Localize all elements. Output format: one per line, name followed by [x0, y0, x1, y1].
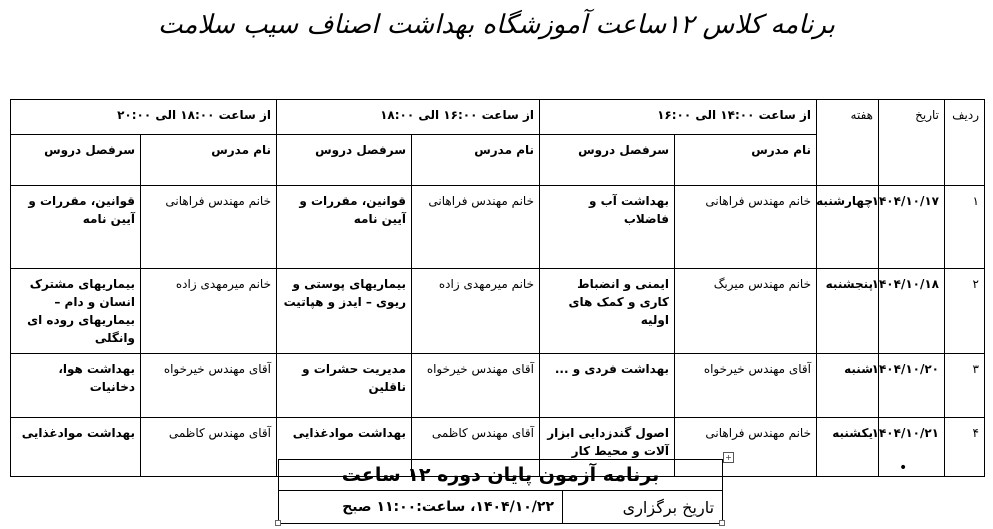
slot-3-teacher: خانم مهندس فراهانی — [141, 186, 277, 269]
row-date: ۱۴۰۴/۱۰/۲۱ — [879, 418, 945, 477]
row-weekday: چهارشنبه — [817, 186, 879, 269]
slot-1-teacher: خانم مهندس فراهانی — [675, 418, 817, 477]
slot-2-topic: بهداشت موادغذایی — [277, 418, 412, 477]
slot-2-topic-header: سرفصل دروس — [277, 135, 412, 186]
slot-2-teacher: آقای مهندس کاظمی — [412, 418, 540, 477]
schedule-table — [10, 99, 985, 477]
slot-2-header: از ساعت ۱۶:۰۰ الی ۱۸:۰۰ — [277, 100, 540, 135]
slot-2-topic: مدیریت حشرات و ناقلین — [277, 354, 412, 418]
row-label-header: ردیف — [945, 100, 985, 186]
resize-handle[interactable] — [275, 520, 281, 526]
slot-3-teacher: خانم میرمهدی زاده — [141, 269, 277, 354]
slot-1-topic: بهداشت آب و فاضلاب — [540, 186, 675, 269]
slot-3-topic — [11, 269, 141, 354]
slot-2-teacher: خانم مهندس فراهانی — [412, 186, 540, 269]
row-number: ۱ — [945, 186, 985, 269]
bullet-point: • — [899, 460, 908, 476]
weekday-header: هفته — [817, 100, 879, 186]
table-row — [11, 186, 985, 269]
slot-1-topic: بهداشت فردی و ... — [540, 354, 675, 418]
slot-2-topic: قوانین، مقررات و آیین نامه — [277, 186, 412, 269]
slot-3-topic-line-1: بیماریهای مشترک انسان و دام – — [29, 277, 135, 309]
row-weekday: شنبه — [817, 354, 879, 418]
slot-3-teacher-header: نام مدرس — [141, 135, 277, 186]
slot-3-teacher: آقای مهندس کاظمی — [141, 418, 277, 477]
date-header: تاریخ — [879, 100, 945, 186]
slot-2-teacher: خانم میرمهدی زاده — [412, 269, 540, 354]
exam-table — [278, 459, 723, 524]
exam-title: برنامه آزمون پایان دوره ۱۲ ساعت — [279, 460, 723, 491]
slot-2-teacher: آقای مهندس خیرخواه — [412, 354, 540, 418]
slot-3-topic: بهداشت هوا، دخانیات — [11, 354, 141, 418]
row-date: ۱۴۰۴/۱۰/۱۸ — [879, 269, 945, 354]
header-row-top — [11, 100, 985, 135]
slot-2-teacher-header: نام مدرس — [412, 135, 540, 186]
slot-3-topic-line-2: بیماریهای روده ای وانگلی — [27, 313, 135, 345]
slot-1-teacher: خانم مهندس میربگ — [675, 269, 817, 354]
exam-date-value: ۱۴۰۴/۱۰/۲۲، ساعت:۱۱:۰۰ صبح — [279, 491, 563, 524]
page-title: برنامه کلاس ۱۲ساعت آموزشگاه بهداشت اصناف سیب سلامت — [158, 10, 835, 40]
row-date: ۱۴۰۴/۱۰/۱۷ — [879, 186, 945, 269]
row-weekday: یکشنبه — [817, 418, 879, 477]
row-weekday: پنجشنبه — [817, 269, 879, 354]
slot-1-teacher: خانم مهندس فراهانی — [675, 186, 817, 269]
slot-1-teacher: آقای مهندس خیرخواه — [675, 354, 817, 418]
slot-1-teacher-header: نام مدرس — [675, 135, 817, 186]
table-row — [11, 269, 985, 354]
slot-1-topic: اصول گندزدایی ابزار آلات و محیط کار — [540, 418, 675, 477]
slot-3-header: از ساعت ۱۸:۰۰ الی ۲۰:۰۰ — [11, 100, 277, 135]
slot-1-topic: ایمنی و انضباط کاری و کمک های اولیه — [540, 269, 675, 354]
slot-3-topic: بهداشت موادغذایی — [11, 418, 141, 477]
row-number: ۳ — [945, 354, 985, 418]
slot-2-topic: بیماریهای پوستی و ریوی – ایدز و هپاتیت — [277, 269, 412, 354]
slot-1-header: از ساعت ۱۴:۰۰ الی ۱۶:۰۰ — [540, 100, 817, 135]
row-number: ۲ — [945, 269, 985, 354]
slot-3-topic: قوانین، مقررات و آیین نامه — [11, 186, 141, 269]
row-date: ۱۴۰۴/۱۰/۲۰ — [879, 354, 945, 418]
resize-handle[interactable] — [719, 520, 725, 526]
exam-date-label: تاریخ برگزاری — [563, 491, 723, 524]
table-row — [11, 354, 985, 418]
slot-3-teacher: آقای مهندس خیرخواه — [141, 354, 277, 418]
row-number: ۴ — [945, 418, 985, 477]
slot-3-topic-header: سرفصل دروس — [11, 135, 141, 186]
slot-1-topic-header: سرفصل دروس — [540, 135, 675, 186]
table-move-anchor-icon[interactable]: + — [723, 452, 734, 463]
